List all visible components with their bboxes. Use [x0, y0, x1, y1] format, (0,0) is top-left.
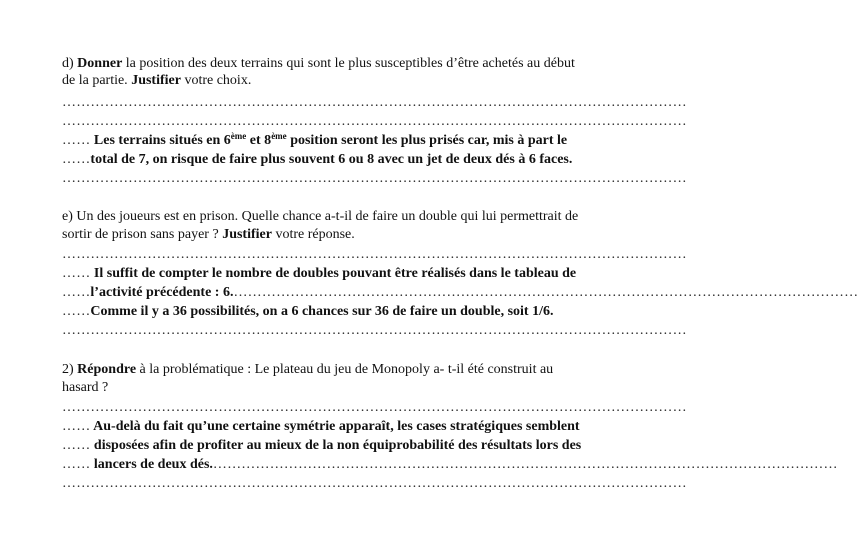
answer-2-dotted-line-2: ……………………………………………………………………………………………………………………: [62, 476, 687, 491]
answer-lead-dots: ……: [62, 266, 91, 281]
answer-d-line-2: [62, 152, 662, 168]
answer-2-text-3: lancers de deux dés.: [90, 457, 213, 472]
answer-lead-dots: ……: [62, 285, 91, 300]
question-e-verb-justifier: Justifier: [222, 227, 272, 242]
answer-lead-dots: ……: [62, 438, 91, 453]
answer-d-dotted-line-2: ……………………………………………………………………………………………………………………: [62, 114, 687, 129]
question-d-text: la position des deux terrains qui sont le plus susceptibles d’être achetés au début: [122, 56, 575, 71]
question-d-text-2: de la partie.: [62, 73, 132, 88]
answer-2-line-2: [62, 438, 662, 454]
answer-d-line-1: [62, 133, 662, 149]
answer-lead-dots: ……: [62, 457, 91, 472]
answer-e-line-3: [62, 304, 662, 320]
question-2-line-2: hasard ?: [62, 380, 109, 395]
question-d-text-3: votre choix.: [180, 73, 252, 88]
answer-e-text-2: l’activité précédente : 6.: [90, 285, 234, 300]
question-e-line-2: [62, 227, 662, 243]
answer-2-line-1: [62, 419, 662, 435]
answer-2-trailing-dots: ……………………………………………………………………………………………………………………: [212, 457, 838, 472]
question-2-line-1: [62, 362, 662, 378]
question-2-text: à la problématique : Le plateau du jeu de Monopoly a- t-il été construit au: [136, 362, 554, 377]
answer-e-trailing-dots: ……………………………………………………………………………………………………………………: [233, 285, 858, 300]
answer-d-dotted-line-3: ……………………………………………………………………………………………………………………: [62, 171, 687, 186]
answer-d-text-2: et 8: [246, 133, 272, 148]
question-d-verb-donner: Donner: [77, 56, 123, 71]
answer-2-dotted-line-1: ……………………………………………………………………………………………………………………: [62, 400, 687, 415]
answer-lead-dots: ……: [62, 133, 91, 148]
question-d-line-1: [62, 56, 662, 72]
question-2-label: 2): [62, 362, 78, 377]
question-d-line-2: [62, 73, 662, 89]
answer-lead-dots: ……: [62, 152, 91, 167]
answer-d-text-1: Les terrains situés en 6: [90, 133, 231, 148]
answer-e-text-3: Comme il y a 36 possibilités, on a 6 chances sur 36 de faire un double, soit 1/6.: [90, 304, 554, 319]
question-e-text: sortir de prison sans payer ?: [62, 227, 223, 242]
answer-e-line-1: [62, 266, 662, 282]
question-2-verb-repondre: Répondre: [77, 362, 137, 377]
question-e-text-2: votre réponse.: [271, 227, 355, 242]
answer-d-dotted-line-1: ……………………………………………………………………………………………………………………: [62, 95, 687, 110]
answer-e-line-2: [62, 285, 858, 301]
answer-d-text-3: position seront les plus prisés car, mis à part le: [286, 133, 568, 148]
answer-d-superscript-1: ème: [230, 131, 247, 141]
question-d-label: d): [62, 56, 78, 71]
question-e-line-1: e) Un des joueurs est en prison. Quelle chance a-t-il de faire un double qui lui permettrait de: [62, 209, 579, 224]
answer-e-dotted-line-1: ……………………………………………………………………………………………………………………: [62, 247, 687, 262]
answer-d-text-4: total de 7, on risque de faire plus souvent 6 ou 8 avec un jet de deux dés à 6 faces.: [90, 152, 573, 167]
answer-lead-dots: ……: [62, 419, 91, 434]
answer-2-text-2: disposées afin de profiter au mieux de la non équiprobabilité des résultats lors des: [90, 438, 582, 453]
answer-2-line-3: [62, 457, 838, 473]
answer-d-superscript-2: ème: [271, 131, 287, 141]
answer-lead-dots: ……: [62, 304, 91, 319]
answer-e-text-1: Il suffit de compter le nombre de doubles pouvant être réalisés dans le tableau de: [90, 266, 577, 281]
answer-e-dotted-line-2: ……………………………………………………………………………………………………………………: [62, 323, 687, 338]
answer-2-text-1: Au-delà du fait qu’une certaine symétrie apparaît, les cases stratégiques semblent: [90, 419, 580, 434]
question-d-verb-justifier: Justifier: [131, 73, 181, 88]
